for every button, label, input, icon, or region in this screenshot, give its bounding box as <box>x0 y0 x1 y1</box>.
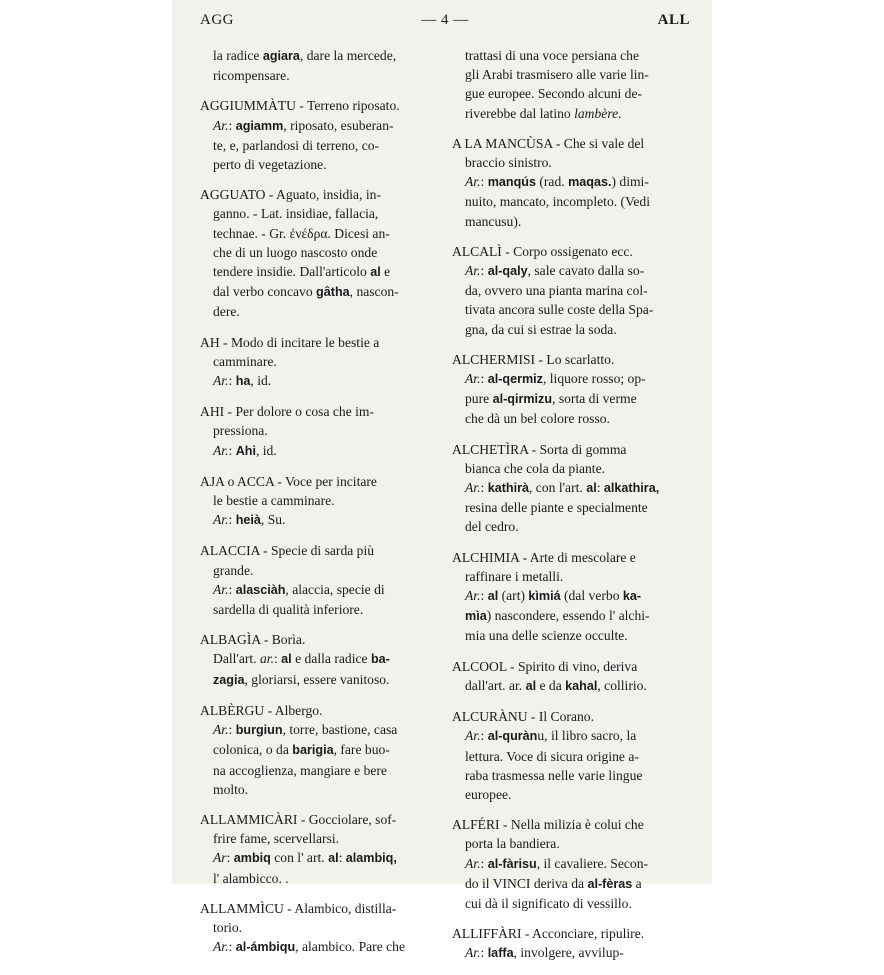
dictionary-entry <box>452 440 690 537</box>
entry-text: dall'art. ar. <box>465 677 526 693</box>
entry-text: (rad. <box>535 174 569 190</box>
entry-text: : <box>480 855 488 871</box>
entry-text: : <box>480 588 488 604</box>
entry-text: , riposato, esuberan- <box>283 117 394 133</box>
entry-text: bianca che cola da piante. <box>465 460 606 476</box>
italic-abbrev: Ar. <box>465 728 481 744</box>
arabic-term: maqas. <box>568 175 612 190</box>
entry-line <box>200 761 436 780</box>
entry-text: do il VINCI deriva da <box>465 875 588 891</box>
entry-text: , alaccia, specie di <box>285 581 385 597</box>
entry-headline <box>452 707 690 726</box>
entry-text: perto di vegetazione. <box>213 157 327 173</box>
entry-text: ALBAGÌA - Borìa. <box>200 632 306 648</box>
entry-text: (dal verbo <box>560 588 623 604</box>
entry-line <box>200 155 436 174</box>
entry-line <box>452 726 690 746</box>
entry-text: le bestie a camminare. <box>213 493 335 509</box>
entry-text: : <box>480 945 488 961</box>
entry-text: , alambico. Pare che <box>295 939 406 955</box>
italic-abbrev: Ar. <box>213 581 229 597</box>
entry-line <box>452 834 690 853</box>
entry-headline <box>200 810 436 829</box>
entry-headline <box>452 657 690 676</box>
entry-text: ) dimi- <box>611 174 649 190</box>
entry-text: : <box>228 512 236 528</box>
entry-text: europee. <box>465 786 512 802</box>
italic-abbrev: ar. <box>260 651 274 667</box>
entry-text: : <box>228 722 236 738</box>
entry-text: ALCURÀNU - Il Corano. <box>452 709 594 725</box>
arabic-term: al <box>487 589 499 604</box>
dictionary-entry <box>200 402 436 461</box>
arabic-term: burgiun <box>235 723 283 738</box>
entry-text: pressiona. <box>213 423 268 439</box>
entry-text: dal verbo concavo <box>213 284 317 300</box>
entry-text: . <box>618 105 622 121</box>
entry-line <box>452 785 690 804</box>
entry-text: ALCALÌ - Corpo ossigenato ecc. <box>452 243 633 259</box>
dictionary-entry <box>200 472 436 531</box>
italic-abbrev: Ar. <box>465 945 481 961</box>
arabic-term: kahal <box>565 678 598 693</box>
arabic-term: ambiq <box>233 851 271 866</box>
entry-text: : <box>480 174 488 190</box>
entry-text: , id. <box>255 442 277 458</box>
dictionary-entry <box>200 96 436 174</box>
entry-text: AGGUATO - Aguato, insidia, in- <box>200 187 381 203</box>
italic-abbrev: Ar <box>213 850 227 866</box>
arabic-term: al-qaly <box>487 264 528 279</box>
entry-text: torio. <box>213 919 243 935</box>
entry-text: mia una delle scienze occulte. <box>465 628 628 644</box>
entry-text: resina delle piante e specialmente <box>465 500 648 516</box>
arabic-term: al-fàrisu <box>487 856 537 871</box>
arabic-term: al-fèras <box>587 876 633 891</box>
entry-text: ALCOOL - Spirito di vino, deriva <box>452 658 638 674</box>
entry-line <box>452 212 690 231</box>
entry-line <box>452 478 690 498</box>
entry-text: , sale cavato dalla so- <box>527 263 645 279</box>
entry-text: ricompensare. <box>213 68 290 84</box>
entry-line <box>200 441 436 461</box>
arabic-term: mìa <box>465 609 487 624</box>
entry-line <box>200 262 436 282</box>
entry-line <box>452 747 690 766</box>
entry-line <box>200 720 436 740</box>
entry-text: dere. <box>213 304 240 320</box>
dictionary-entry <box>452 350 690 429</box>
entry-text: che di un luogo nascosto onde <box>213 244 378 260</box>
entry-headline <box>452 46 690 65</box>
arabic-term: zagia <box>213 672 245 687</box>
entry-text: (art) <box>498 588 529 604</box>
entry-text: , gloriarsi, essere vanitoso. <box>244 671 390 687</box>
entry-line <box>200 371 436 391</box>
entry-headline <box>452 134 690 153</box>
entry-text: : <box>480 371 488 387</box>
entry-text: e <box>380 264 391 280</box>
entry-line <box>200 352 436 371</box>
arabic-term: al-quràn <box>487 729 538 744</box>
entry-text: : <box>596 480 604 496</box>
entry-line <box>452 84 690 103</box>
entry-line <box>200 224 436 243</box>
entry-text: pure <box>465 391 493 407</box>
entry-text: , dare la mercede, <box>299 48 397 63</box>
entry-text: u, il libro sacro, la <box>537 728 637 744</box>
entry-line <box>452 261 690 281</box>
entry-continuation <box>452 46 690 123</box>
arabic-term: al <box>328 851 339 866</box>
entry-text: camminare. <box>213 353 277 369</box>
dictionary-entry <box>452 707 690 804</box>
entry-line <box>452 586 690 606</box>
entry-line <box>452 192 690 211</box>
entry-text: gli Arabi trasmisero alle varie lin- <box>465 67 649 83</box>
entry-text: A LA MANCÙSA - Che si vale del <box>452 135 645 151</box>
arabic-term: ba- <box>370 652 390 667</box>
entry-headline <box>452 548 690 567</box>
arabic-term: agiamm <box>235 118 284 133</box>
entry-text: mancusu). <box>465 213 522 229</box>
dictionary-entry <box>200 185 436 321</box>
arabic-term: laffa <box>487 946 514 961</box>
dictionary-entry <box>452 815 690 913</box>
entry-text: AH - Modo di incitare le bestie a <box>200 334 380 350</box>
entry-headline <box>200 701 436 720</box>
entry-text: te, e, parlandosi di terreno, co- <box>213 137 380 153</box>
entry-text: gue europee. Secondo alcuni de- <box>465 86 643 102</box>
entry-line <box>452 369 690 389</box>
entry-line <box>200 116 436 136</box>
header-right-guide-word: ALL <box>657 12 690 28</box>
entry-text: : <box>480 480 488 496</box>
entry-text: a <box>632 875 642 891</box>
page-header <box>200 12 690 34</box>
entry-headline <box>200 541 436 560</box>
entry-text: raffinare i metalli. <box>465 568 564 584</box>
entry-line <box>200 780 436 799</box>
dictionary-entry <box>200 810 436 888</box>
entry-line <box>452 320 690 339</box>
entry-text: che dà un bel colore rosso. <box>465 411 610 427</box>
entry-text: ALLAMMICÀRI - Gocciolare, sof- <box>200 811 397 827</box>
entry-text: e da <box>536 677 566 693</box>
entry-text: , involgere, avvilup- <box>513 945 624 961</box>
entry-text: : <box>228 373 236 389</box>
entry-line <box>200 937 436 957</box>
dictionary-entry <box>200 630 436 690</box>
entry-text: , id. <box>250 373 272 389</box>
arabic-term: gâtha <box>316 285 350 300</box>
entry-text: porta la bandiera. <box>465 836 560 852</box>
entry-text: : <box>226 850 234 866</box>
entry-text: e dalla radice <box>291 651 371 667</box>
entry-line <box>452 153 690 172</box>
entry-headline <box>200 472 436 491</box>
entry-text: tendere insidie. Dall'articolo <box>213 264 371 280</box>
italic-abbrev: Ar. <box>213 117 229 133</box>
entry-text: : <box>273 651 282 667</box>
entry-text: , torre, bastione, casa <box>282 722 398 738</box>
entry-headline <box>452 350 690 369</box>
entry-line <box>452 606 690 626</box>
entry-line <box>452 409 690 428</box>
entry-line <box>452 894 690 913</box>
arabic-term: al-qermiz <box>487 372 543 387</box>
entry-text: : <box>480 728 488 744</box>
entry-line <box>452 498 690 517</box>
italic-abbrev: Ar. <box>465 588 481 604</box>
entry-line <box>200 491 436 510</box>
dictionary-entry <box>200 899 436 958</box>
arabic-term: al <box>281 652 292 667</box>
arabic-term: al <box>525 678 537 693</box>
entry-line <box>200 561 436 580</box>
entry-text: , liquore rosso; op- <box>542 371 646 387</box>
arabic-term: al-qirmizu <box>492 392 553 407</box>
arabic-term: kathirà <box>487 481 529 496</box>
entry-text: , sorta di verme <box>552 391 637 407</box>
dictionary-entry <box>452 548 690 646</box>
entry-headline <box>200 46 436 66</box>
italic-abbrev: Ar. <box>465 371 481 387</box>
entry-text: braccio sinistro. <box>465 155 552 171</box>
italic-abbrev: Ar. <box>213 373 229 389</box>
entry-text: riverebbe dal latino <box>465 105 575 121</box>
entry-text: frire fame, scervellarsi. <box>213 831 340 847</box>
entry-text: na accoglienza, mangiare e bere <box>213 762 387 778</box>
arabic-term: barigia <box>292 743 334 758</box>
entry-text: ALCHERMISI - Lo scarlatto. <box>452 351 615 367</box>
arabic-term: al <box>370 265 381 280</box>
entry-headline <box>200 96 436 115</box>
entry-text: , nascon- <box>349 284 399 300</box>
entry-text: trattasi di una voce persiana che <box>465 48 639 63</box>
entry-text: ALCHIMIA - Arte di mescolare e <box>452 549 636 565</box>
entry-text: ALLAMMÌCU - Alambico, distilla- <box>200 900 397 916</box>
italic-abbrev: Ar. <box>465 480 481 496</box>
arabic-term: heià <box>235 513 261 528</box>
entry-text: ) nascondere, essendo l' alchi- <box>486 608 650 624</box>
entry-line <box>452 766 690 785</box>
entry-line <box>200 869 436 888</box>
arabic-term: Ahi <box>235 443 256 458</box>
entry-headline <box>200 333 436 352</box>
entry-line <box>200 649 436 669</box>
arabic-term: alasciàh <box>235 582 286 597</box>
entry-text: del cedro. <box>465 519 519 535</box>
entry-text: gna, da cui si estrae la soda. <box>465 321 617 337</box>
entry-continuation <box>200 46 436 85</box>
entry-text: la radice <box>213 48 263 63</box>
entry-line <box>200 282 436 302</box>
entry-line <box>200 670 436 690</box>
page-number: — 4 — <box>421 12 469 28</box>
entry-text: : <box>228 581 236 597</box>
entry-line <box>452 65 690 84</box>
entry-text: ALACCIA - Specie di sarda più <box>200 543 375 559</box>
entry-headline <box>452 815 690 834</box>
entry-text: AHI - Per dolore o cosa che im- <box>200 404 375 420</box>
arabic-term: alkathira, <box>603 481 660 496</box>
entry-line <box>200 918 436 937</box>
entry-line <box>200 740 436 760</box>
dictionary-entry <box>452 657 690 696</box>
entry-text: ganno. - Lat. insidiae, fallacia, <box>213 206 379 222</box>
entry-text: sardella di qualità inferiore. <box>213 602 364 618</box>
entry-line <box>200 136 436 155</box>
entry-text: : <box>338 850 346 866</box>
entry-text: : <box>480 263 488 279</box>
entry-line <box>452 300 690 319</box>
entry-line <box>452 854 690 874</box>
entry-line <box>200 243 436 262</box>
entry-line <box>452 281 690 300</box>
dictionary-entry <box>452 134 690 231</box>
italic-abbrev: Ar. <box>213 442 229 458</box>
arabic-term: manqús <box>487 175 536 190</box>
entry-text: AGGIUMMÀTU - Terreno riposato. <box>200 98 400 114</box>
entry-text: : <box>228 939 236 955</box>
dictionary-entry <box>200 541 436 619</box>
entry-text: AJA o ACCA - Voce per incitare <box>200 473 377 489</box>
entry-line <box>200 580 436 600</box>
entry-headline <box>200 402 436 421</box>
italic-abbrev: Ar. <box>465 263 481 279</box>
entry-headline <box>200 185 436 204</box>
arabic-term: agiara <box>262 49 300 63</box>
entry-text: nuito, mancato, incompleto. (Vedi <box>465 194 650 210</box>
entry-text: ALBÈRGU - Albergo. <box>200 702 323 718</box>
entry-line <box>200 66 436 85</box>
italic-abbrev: Ar. <box>213 512 229 528</box>
dictionary-entry <box>200 333 436 392</box>
entry-text: technae. - Gr. ἐνέδρα. Dicesi an- <box>213 225 390 241</box>
arabic-term: kìmiá <box>528 589 561 604</box>
entry-text: ALFÉRI - Nella milizia è colui che <box>452 817 644 833</box>
entry-text: grande. <box>213 562 254 578</box>
entry-line <box>200 421 436 440</box>
entry-line <box>452 517 690 536</box>
entry-headline <box>452 924 690 943</box>
italic-abbrev: Ar. <box>465 855 481 871</box>
entry-line <box>452 459 690 478</box>
dictionary-entry <box>200 701 436 799</box>
entry-text: , con l'art. <box>529 480 587 496</box>
entry-text: tivata ancora sulle coste della Spa- <box>465 302 654 318</box>
entry-line <box>200 302 436 321</box>
arabic-term: al-ámbiqu <box>235 940 296 955</box>
entry-text: molto. <box>213 781 249 797</box>
entry-line <box>200 848 436 868</box>
arabic-term: alambiq, <box>345 851 397 866</box>
arabic-term: ha <box>235 374 251 389</box>
entry-text: , collirio. <box>597 677 647 693</box>
entry-headline <box>452 242 690 261</box>
entry-line <box>452 676 690 696</box>
entry-line <box>200 510 436 530</box>
entry-text: ALCHETÌRA - Sorta di gomma <box>452 441 627 457</box>
italic-abbrev: lambère <box>574 105 619 121</box>
arabic-term: al <box>586 481 597 496</box>
entry-line <box>200 204 436 223</box>
entry-text: , il cavaliere. Secon- <box>536 855 649 871</box>
entry-text: , fare buo- <box>333 742 390 758</box>
entry-text: lettura. Voce di sicura origine a- <box>465 748 639 764</box>
entry-headline <box>200 630 436 649</box>
entry-text: : <box>228 117 236 133</box>
entry-line <box>200 600 436 619</box>
entry-text: Dall'art. <box>213 651 260 667</box>
header-left-guide-word: AGG <box>200 12 234 28</box>
entry-line <box>452 104 690 123</box>
entry-line <box>200 829 436 848</box>
italic-abbrev: Ar. <box>213 722 229 738</box>
entry-text: ALLIFFÀRI - Acconciare, ripulire. <box>452 926 645 942</box>
arabic-term: ka- <box>622 589 642 604</box>
entry-text: , Su. <box>260 512 286 528</box>
entry-line <box>452 172 690 192</box>
entry-text: con l' art. <box>270 850 329 866</box>
dictionary-entry <box>452 924 690 963</box>
left-column <box>200 46 436 968</box>
entry-text: colonica, o da <box>213 742 293 758</box>
entry-line <box>452 567 690 586</box>
right-column <box>452 46 690 975</box>
entry-line <box>452 943 690 963</box>
entry-text: : <box>228 442 236 458</box>
entry-text: cui dà il significato di vessillo. <box>465 895 632 911</box>
entry-line <box>452 626 690 645</box>
entry-headline <box>452 440 690 459</box>
italic-abbrev: Ar. <box>213 939 229 955</box>
entry-headline <box>200 899 436 918</box>
dictionary-entry <box>452 242 690 339</box>
entry-text: da, ovvero una pianta marina col- <box>465 283 648 299</box>
entry-line <box>452 389 690 409</box>
entry-text: raba trasmessa nelle varie lingue <box>465 767 643 783</box>
entry-text: l' alambicco. . <box>213 870 289 886</box>
italic-abbrev: Ar. <box>465 174 481 190</box>
